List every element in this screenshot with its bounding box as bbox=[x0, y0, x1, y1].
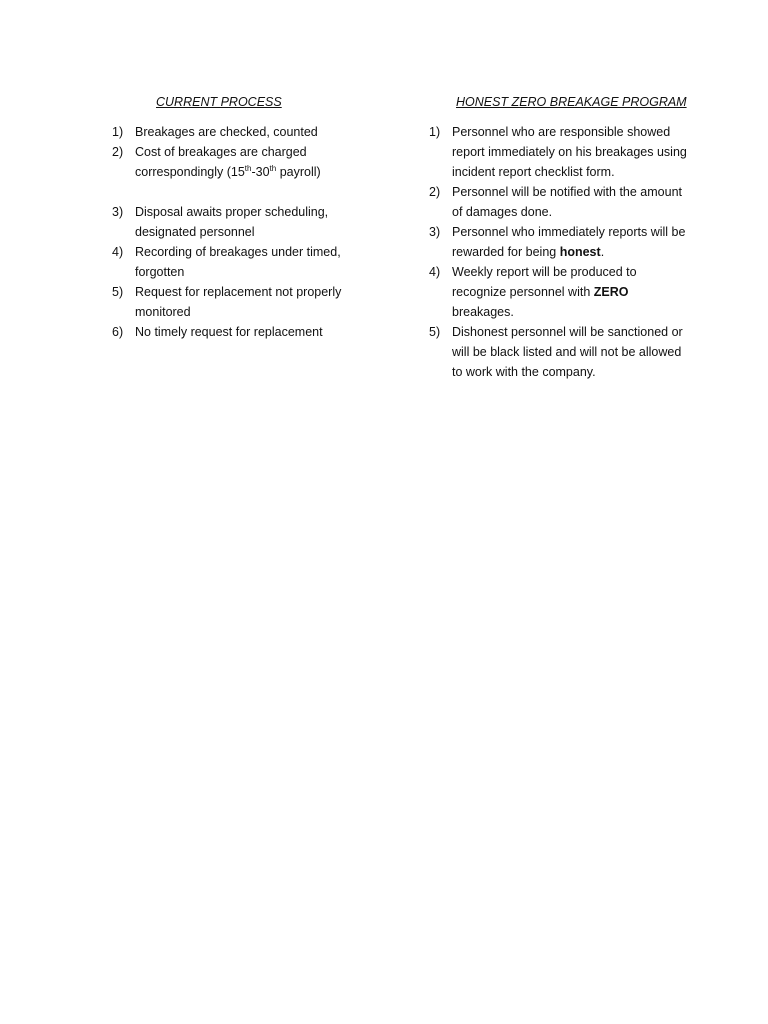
honest-program-column bbox=[427, 94, 689, 382]
list-item bbox=[110, 322, 375, 342]
item-number: 2) bbox=[112, 145, 124, 159]
list-item bbox=[427, 182, 689, 222]
item-number: 5) bbox=[429, 325, 441, 339]
list-item bbox=[110, 282, 375, 322]
item-number: 4) bbox=[112, 245, 124, 259]
item-number: 2) bbox=[429, 185, 441, 199]
item-text: Breakages are checked, counted bbox=[135, 125, 318, 139]
list-item bbox=[427, 122, 689, 182]
list-item bbox=[427, 262, 689, 322]
item-number: 3) bbox=[112, 205, 124, 219]
item-text: Disposal awaits proper scheduling, designated personnel bbox=[135, 205, 329, 239]
current-process-list bbox=[110, 122, 375, 342]
item-number: 1) bbox=[429, 125, 441, 139]
list-item bbox=[110, 142, 375, 182]
item-number: 6) bbox=[112, 325, 124, 339]
list-item bbox=[110, 202, 375, 242]
item-text: Personnel who are responsible showed report immediately on his breakages using incident report checklist form. bbox=[452, 125, 687, 179]
item-number: 4) bbox=[429, 265, 441, 279]
item-text: Personnel will be notified with the amount of damages done. bbox=[452, 185, 682, 219]
list-item bbox=[427, 222, 689, 262]
item-text: No timely request for replacement bbox=[135, 325, 323, 339]
current-process-column bbox=[110, 94, 375, 342]
list-item bbox=[427, 322, 689, 382]
current-process-heading: CURRENT PROCESS bbox=[156, 95, 282, 109]
item-text: Request for replacement not properly monitored bbox=[135, 285, 342, 319]
item-number: 5) bbox=[112, 285, 124, 299]
honest-program-list bbox=[427, 122, 689, 382]
item-text: Dishonest personnel will be sanctioned or will be black listed and will not be allowed to work with the company. bbox=[452, 325, 683, 379]
list-item bbox=[110, 122, 375, 142]
item-text: Weekly report will be produced to recognize personnel with ZERO breakages. bbox=[452, 265, 637, 319]
item-text: Recording of breakages under timed, forgotten bbox=[135, 245, 341, 279]
item-number: 1) bbox=[112, 125, 124, 139]
list-item bbox=[110, 242, 375, 282]
item-text: Cost of breakages are charged correspondingly (15th-30th payroll) bbox=[135, 145, 321, 179]
item-text: Personnel who immediately reports will be rewarded for being honest. bbox=[452, 225, 686, 259]
honest-program-heading: HONEST ZERO BREAKAGE PROGRAM bbox=[456, 95, 687, 109]
item-number: 3) bbox=[429, 225, 441, 239]
